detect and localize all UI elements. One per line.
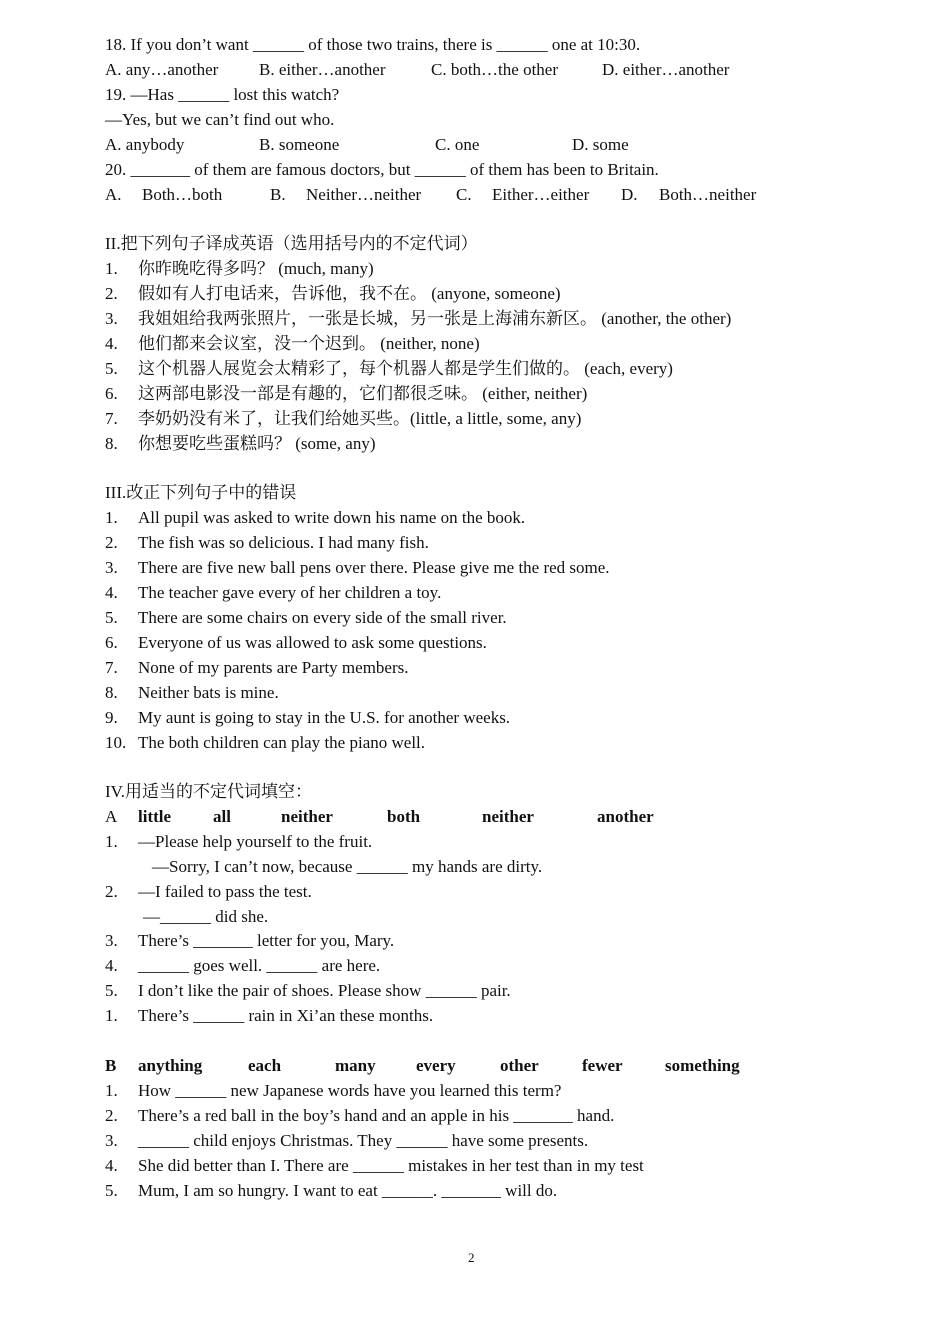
s3-item-8-number: 8. xyxy=(105,683,118,702)
s3-item-7-number: 7. xyxy=(105,658,118,677)
q18-option-a: A. any…another xyxy=(105,60,219,79)
word-bank-b-word: anything xyxy=(138,1056,203,1075)
question-18-stem: 18. If you don’t want ______ of those two trains, there is ______ one at 10:30. xyxy=(105,35,641,54)
q20-option-a-letter: A. xyxy=(105,185,122,204)
s4a-item-6-number: 1. xyxy=(105,1006,118,1025)
s4a-item-6-text: There’s ______ rain in Xi’an these months. xyxy=(138,1006,434,1025)
q19-option-d: D. some xyxy=(572,135,629,154)
s4a-item-2-text: —I failed to pass the test. xyxy=(138,882,312,901)
s4a-item-1-reply: —Sorry, I can’t now, because ______ my hands are dirty. xyxy=(152,857,543,876)
s3-item-4-number: 4. xyxy=(105,583,118,602)
word-bank-b-word: fewer xyxy=(582,1056,623,1075)
s2-item-3-text: 我姐姐给我两张照片，一张是长城，另一张是上海浦东新区。 (another, the other) xyxy=(138,309,732,328)
s4b-item-5-text: Mum, I am so hungry. I want to eat ______. _______ will do. xyxy=(138,1181,558,1200)
page-number: 2 xyxy=(468,1250,475,1265)
s2-item-4-number: 4. xyxy=(105,334,118,353)
s2-item-6-text: 这两部电影没一部是有趣的，它们都很乏味。 (either, neither) xyxy=(138,384,588,403)
q19-option-a: A. anybody xyxy=(105,135,185,154)
s2-item-1-text: 你昨晚吃得多吗？ (much, many) xyxy=(138,259,374,278)
s2-item-1-number: 1. xyxy=(105,259,118,278)
word-bank-b-word: other xyxy=(500,1056,539,1075)
s3-item-5-text: There are some chairs on every side of the small river. xyxy=(138,608,507,627)
s3-item-1-number: 1. xyxy=(105,508,118,527)
s3-item-3-text: There are five new ball pens over there. Please give me the red some. xyxy=(138,558,610,577)
s2-item-5-number: 5. xyxy=(105,359,118,378)
s2-item-8-number: 8. xyxy=(105,434,118,453)
word-bank-b-word: every xyxy=(416,1056,456,1075)
q19-option-b: B. someone xyxy=(259,135,340,154)
s3-item-10-number: 10. xyxy=(105,733,127,752)
question-19-reply: —Yes, but we can’t find out who. xyxy=(105,110,335,129)
s4b-item-2-number: 2. xyxy=(105,1106,118,1125)
s4b-item-2-text: There’s a red ball in the boy’s hand and an apple in his _______ hand. xyxy=(138,1106,615,1125)
s2-item-2-text: 假如有人打电话来，告诉他，我不在。 (anyone, someone) xyxy=(138,284,561,303)
s4b-item-4-number: 4. xyxy=(105,1156,118,1175)
s4b-item-3-number: 3. xyxy=(105,1131,118,1150)
s3-item-2-text: The fish was so delicious. I had many fish. xyxy=(138,533,429,552)
s3-item-4-text: The teacher gave every of her children a toy. xyxy=(138,583,442,602)
s2-item-4-text: 他们都来会议室，没一个迟到。 (neither, none) xyxy=(138,334,480,353)
s2-item-6-number: 6. xyxy=(105,384,118,403)
s3-item-6-number: 6. xyxy=(105,633,118,652)
section-iv-heading: IV.用适当的不定代词填空： xyxy=(105,782,312,801)
word-bank-a-word: both xyxy=(387,807,421,826)
s4a-item-5-number: 5. xyxy=(105,981,118,1000)
s3-item-6-text: Everyone of us was allowed to ask some questions. xyxy=(138,633,487,652)
s4a-item-1-text: —Please help yourself to the fruit. xyxy=(138,832,373,851)
s3-item-10-text: The both children can play the piano well. xyxy=(138,733,426,752)
word-bank-a-word: little xyxy=(138,807,172,826)
q18-option-b: B. either…another xyxy=(259,60,386,79)
s4b-item-3-text: ______ child enjoys Christmas. They ______ have some presents. xyxy=(138,1131,589,1150)
question-20-stem: 20. _______ of them are famous doctors, but ______ of them has been to Britain. xyxy=(105,160,659,179)
q20-option-d-text: Both…neither xyxy=(659,185,757,204)
s4b-item-1-text: How ______ new Japanese words have you learned this term? xyxy=(138,1081,562,1100)
s4a-item-2-reply: —______ did she. xyxy=(143,907,269,926)
s4a-item-4-number: 4. xyxy=(105,956,118,975)
s3-item-1-text: All pupil was asked to write down his name on the book. xyxy=(138,508,526,527)
s3-item-9-number: 9. xyxy=(105,708,118,727)
q18-option-d: D. either…another xyxy=(602,60,730,79)
s4a-item-3-number: 3. xyxy=(105,931,118,950)
q20-option-a-text: Both…both xyxy=(142,185,223,204)
s4a-item-3-text: There’s _______ letter for you, Mary. xyxy=(138,931,395,950)
word-bank-b-word: each xyxy=(248,1056,282,1075)
question-19-stem: 19. —Has ______ lost this watch? xyxy=(105,85,340,104)
s4b-item-1-number: 1. xyxy=(105,1081,118,1100)
s4b-item-4-text: She did better than I. There are ______ mistakes in her test than in my test xyxy=(138,1156,644,1175)
s4a-item-2-number: 2. xyxy=(105,882,118,901)
s3-item-2-number: 2. xyxy=(105,533,118,552)
section-iii-heading: III.改正下列句子中的错误 xyxy=(105,483,297,502)
word-bank-a-word: another xyxy=(597,807,654,826)
section-ii-heading: II.把下列句子译成英语（选用括号内的不定代词） xyxy=(105,234,478,253)
part-b-label: B xyxy=(105,1056,117,1075)
q19-option-c: C. one xyxy=(435,135,480,154)
s3-item-5-number: 5. xyxy=(105,608,118,627)
q18-option-c: C. both…the other xyxy=(431,60,559,79)
s2-item-2-number: 2. xyxy=(105,284,118,303)
part-a-label: A xyxy=(105,807,118,826)
s3-item-7-text: None of my parents are Party members. xyxy=(138,658,409,677)
word-bank-a-word: neither xyxy=(281,807,333,826)
s2-item-8-text: 你想要吃些蛋糕吗？ (some, any) xyxy=(138,434,376,453)
s2-item-7-number: 7. xyxy=(105,409,118,428)
q20-option-b-text: Neither…neither xyxy=(306,185,422,204)
word-bank-b-word: something xyxy=(665,1056,740,1075)
s2-item-5-text: 这个机器人展览会太精彩了，每个机器人都是学生们做的。 (each, every) xyxy=(138,359,673,378)
q20-option-c-text: Either…either xyxy=(492,185,590,204)
word-bank-b-word: many xyxy=(335,1056,376,1075)
s4a-item-1-number: 1. xyxy=(105,832,118,851)
word-bank-a-word: all xyxy=(213,807,231,826)
s2-item-7-text: 李奶奶没有米了，让我们给她买些。(little, a little, some, any) xyxy=(138,409,582,428)
q20-option-b-letter: B. xyxy=(270,185,286,204)
s2-item-3-number: 3. xyxy=(105,309,118,328)
s3-item-9-text: My aunt is going to stay in the U.S. for another weeks. xyxy=(138,708,511,727)
q20-option-d-letter: D. xyxy=(621,185,638,204)
s3-item-3-number: 3. xyxy=(105,558,118,577)
s4a-item-4-text: ______ goes well. ______ are here. xyxy=(138,956,381,975)
s4a-item-5-text: I don’t like the pair of shoes. Please show ______ pair. xyxy=(138,981,511,1000)
word-bank-a-word: neither xyxy=(482,807,534,826)
s3-item-8-text: Neither bats is mine. xyxy=(138,683,279,702)
q20-option-c-letter: C. xyxy=(456,185,472,204)
s4b-item-5-number: 5. xyxy=(105,1181,118,1200)
